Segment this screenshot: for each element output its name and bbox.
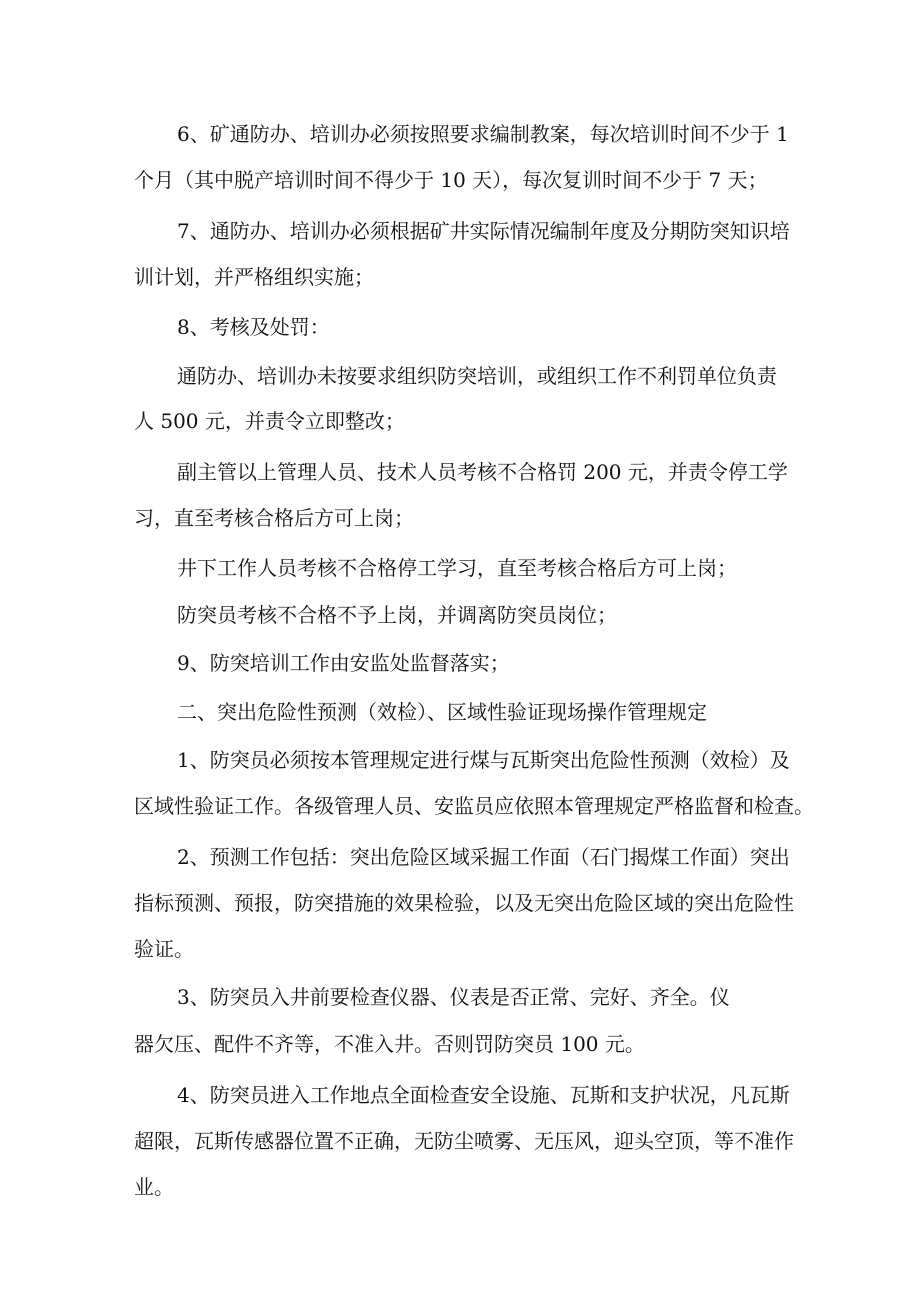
section-heading: 二、突出危险性预测（效检）、区域性验证现场操作管理规定 bbox=[177, 700, 707, 724]
text-line: 井下工作人员考核不合格停工学习，直至考核合格后方可上岗； bbox=[177, 556, 737, 580]
text-line: 个月（其中脱产培训时间不得少于 10 天），每次复训时间不少于 7 天； bbox=[134, 168, 768, 192]
text-line: 副主管以上管理人员、技术人员考核不合格罚 200 元，并责令停工学 bbox=[177, 460, 788, 484]
text-line: 区域性验证工作。各级管理人员、安监员应依照本管理规定严格监督和检查。 bbox=[134, 794, 814, 818]
text-line: 3、防突员入井前要检查仪器、仪表是否正常、完好、齐全。仪 bbox=[177, 985, 730, 1009]
text-line: 人 500 元，并责令立即整改； bbox=[134, 409, 405, 433]
text-line: 训计划，并严格组织实施； bbox=[134, 265, 374, 289]
text-line: 6、矿通防办、培训办必须按照要求编制教案，每次培训时间不少于 1 bbox=[177, 122, 789, 146]
text-line: 指标预测、预报，防突措施的效果检验，以及无突出危险区域的突出危险性 bbox=[134, 891, 794, 915]
text-line: 1、防突员必须按本管理规定进行煤与瓦斯突出危险性预测（效检）及 bbox=[177, 748, 790, 772]
text-line: 4、防突员进入工作地点全面检查安全设施、瓦斯和支护状况，凡瓦斯 bbox=[177, 1083, 790, 1107]
text-line: 业。 bbox=[134, 1175, 174, 1199]
text-line: 8、考核及处罚： bbox=[177, 315, 330, 339]
text-line: 超限，瓦斯传感器位置不正确，无防尘喷雾、无压风，迎头空顶，等不准作 bbox=[134, 1129, 794, 1153]
text-line: 9、防突培训工作由安监处监督落实； bbox=[177, 651, 510, 675]
text-line: 7、通防办、培训办必须根据矿井实际情况编制年度及分期防突知识培 bbox=[177, 219, 790, 243]
text-line: 器欠压、配件不齐等，不准入井。否则罚防突员 100 元。 bbox=[134, 1032, 645, 1056]
text-line: 验证。 bbox=[134, 937, 194, 961]
text-line: 习，直至考核合格后方可上岗； bbox=[134, 506, 414, 530]
text-line: 2、预测工作包括：突出危险区域采掘工作面（石门揭煤工作面）突出 bbox=[177, 845, 790, 869]
text-line: 防突员考核不合格不予上岗，并调离防突员岗位； bbox=[177, 603, 617, 627]
text-line: 通防办、培训办未按要求组织防突培训，或组织工作不利罚单位负责 bbox=[177, 364, 777, 388]
